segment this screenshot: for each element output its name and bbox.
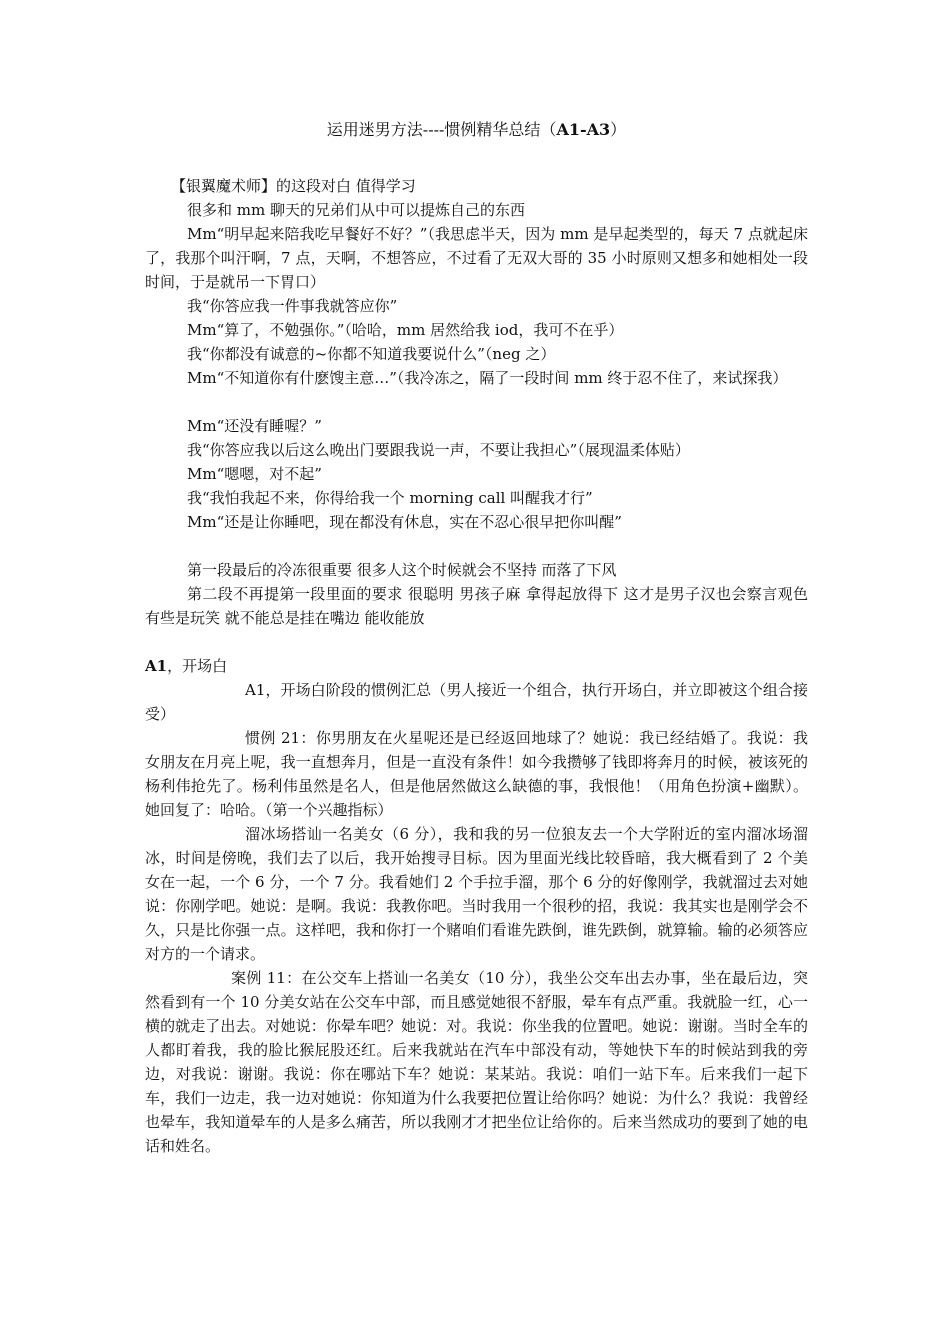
- intro-line: 很多和 mm 聊天的兄弟们从中可以提炼自己的东西: [187, 201, 525, 219]
- dialog-line: Mm“嗯嗯，对不起”: [187, 465, 322, 483]
- spacer: [145, 630, 808, 654]
- section-heading: [145, 654, 808, 678]
- section-title: ，开场白: [167, 657, 228, 675]
- case-paragraph: 溜冰场搭讪一名美女（6 分），我和我的另一位狼友去一个大学附近的室内溜冰场溜冰，时间是傍晚，我们去了以后，我开始搜寻目标。因为里面光线比较昏暗，我大概看到了 2 个美女在一起，一个 6 分，一个 7 分。我看她们 2 个手拉手溜，那个 6 分的好像刚学，我就溜过去对她说：你刚学吧。她说：是啊。我说：我教你吧。当时我用一个很秒的招，我说：我其实也是刚学会不久，只是比你强一点。这样吧，我和你打一个赌咱们看谁先跌倒，谁先跌倒，就算输。输的必须答应对方的一个请求。: [145, 825, 808, 963]
- case-paragraph: 惯例 21：你男朋友在火星呢还是已经返回地球了？她说：我已经结婚了。我说：我女朋友在月亮上呢，我一直想奔月，但是一直没有条件！如今我攒够了钱即将奔月的时候，被该死的杨利伟抢先了。杨利伟虽然是名人，但是他居然做这么缺德的事，我恨他！（用角色扮演+幽默）。她回复了：哈哈。（第一个兴趣指标）: [145, 729, 808, 819]
- case-paragraph: 案例 11：在公交车上搭讪一名美女（10 分），我坐公交车出去办事，坐在最后边，突然看到有一个 10 分美女站在公交车中部，而且感觉她很不舒服，晕车有点严重。我就脸一红，心一横的就走了出去。对她说：你晕车吧？她说：对。我说：你坐我的位置吧。她说：谢谢。当时全车的人都盯着我，我的脸比猴屁股还红。后来我就站在汽车中部没有动，等她快下车的时候站到我的旁边，对我说：谢谢。我说：你在哪站下车？她说：某某站。我说：咱们一站下车。后来我们一起下车，我们一边走，我一边对她说：你知道为什么我要把位置让给你吗？她说：为什么？我说：我曾经也晕车，我知道晕车的人是多么痛苦，所以我刚才才把坐位让给你的。后来当然成功的要到了她的电话和姓名。: [145, 969, 808, 1155]
- dialog-line: Mm“还没有睡喔？”: [187, 417, 322, 435]
- dialog-line: Mm“不知道你有什麽馊主意…”（我冷冻之，隔了一段时间 mm 终于忍不住了，来试探我）: [187, 369, 788, 387]
- document-title: [145, 118, 808, 142]
- title-code: A1-A3: [556, 120, 611, 139]
- dialog-line: Mm“算了，不勉强你。”（哈哈，mm 居然给我 iod，我可不在乎）: [187, 321, 624, 339]
- document-page: [145, 118, 808, 1158]
- dialog-line: Mm“还是让你睡吧，现在都没有休息，实在不忍心很早把你叫醒”: [187, 513, 622, 531]
- dialog-line: 我“你答应我一件事我就答应你”: [187, 297, 398, 315]
- spacer: [145, 534, 808, 558]
- dialog-line: 我“我怕我起不来，你得给我一个 morning call 叫醒我才行”: [187, 489, 593, 507]
- dialog-line: Mm“明早起来陪我吃早餐好不好？”（我思虑半天，因为 mm 是早起类型的，每天 7 点就起床了，我那个叫汗啊，7 点，天啊，不想答应，不过看了无双大哥的 35 小时原则又想多和她相处一段时间，于是就吊一下胃口）: [145, 225, 808, 291]
- section-code: A1: [145, 657, 168, 675]
- title-suffix: ）: [610, 120, 627, 139]
- intro-line: 【银翼魔术师】的这段对白 值得学习: [171, 177, 416, 195]
- spacer: [145, 390, 808, 414]
- section-summary: A1，开场白阶段的惯例汇总（男人接近一个组合，执行开场白，并立即被这个组合接受）: [145, 681, 808, 723]
- title-prefix: 运用迷男方法----惯例精华总结（: [326, 120, 557, 139]
- comment-paragraph: 第二段不再提第一段里面的要求 很聪明 男孩子麻 拿得起放得下 这才是男子汉也会察言观色 有些是玩笑 就不能总是挂在嘴边 能收能放: [145, 585, 808, 627]
- comment-paragraph: 第一段最后的冷冻很重要 很多人这个时候就会不坚持 而落了下风: [187, 561, 617, 579]
- dialog-line: 我“你答应我以后这么晚出门要跟我说一声，不要让我担心”（展现温柔体贴）: [187, 441, 690, 459]
- dialog-line: 我“你都没有诚意的~你都不知道我要说什么”（neg 之）: [187, 345, 556, 363]
